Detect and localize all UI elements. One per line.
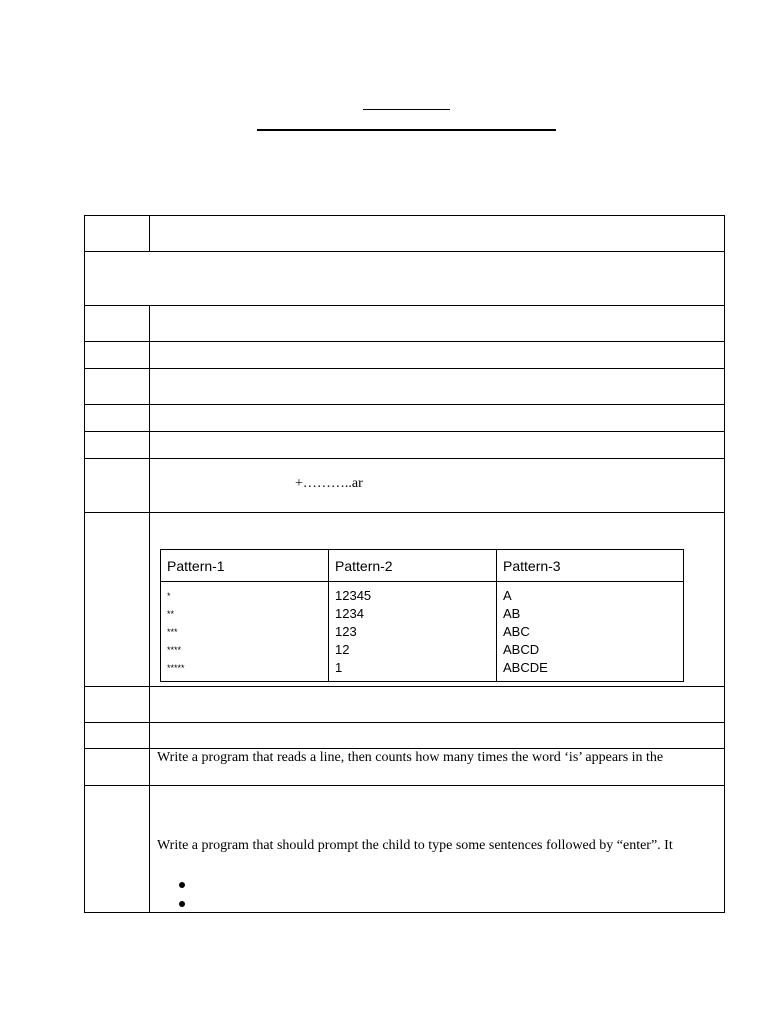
pattern-line: ABC — [503, 624, 530, 639]
pattern-line: 123 — [335, 624, 357, 639]
pattern-line: * — [167, 591, 171, 601]
formula-fragment: +………..ar — [295, 476, 363, 491]
pattern-line: *** — [167, 627, 178, 637]
row-divider — [85, 251, 724, 252]
pattern-line: ABCDE — [503, 660, 548, 675]
column-divider — [149, 305, 150, 912]
row-divider — [85, 512, 724, 513]
title-underline-short — [363, 109, 450, 110]
pattern-1-cell — [161, 582, 329, 682]
pattern-line: **** — [167, 645, 182, 655]
pattern-table — [160, 549, 684, 682]
pattern-line: A — [503, 588, 512, 603]
assignment-table — [84, 215, 725, 913]
row-divider — [85, 305, 724, 306]
pattern-1-header: Pattern-1 — [161, 550, 329, 582]
row-divider — [85, 404, 724, 405]
pattern-line: 12345 — [335, 588, 372, 603]
title-underline-long — [257, 129, 556, 131]
question-is-count: Write a program that reads a line, then counts how many times the word ‘is’ appears in the — [157, 750, 664, 765]
bullet-item — [177, 896, 187, 915]
pattern-line: 1234 — [335, 606, 364, 621]
row-divider — [85, 686, 724, 687]
row-divider — [85, 431, 724, 432]
pattern-line: ** — [167, 609, 175, 619]
pattern-2-header: Pattern-2 — [329, 550, 497, 582]
pattern-line: 12 — [335, 642, 350, 657]
bullet-list — [177, 877, 187, 915]
pattern-line: ***** — [167, 663, 185, 673]
row-divider — [85, 458, 724, 459]
pattern-3-header: Pattern-3 — [497, 550, 684, 582]
row-divider — [85, 368, 724, 369]
question-child-sentences: Write a program that should prompt the child to type some sentences followed by “enter”. It — [157, 838, 673, 853]
row-divider — [85, 341, 724, 342]
row-divider — [85, 748, 724, 749]
pattern-3-cell — [497, 582, 684, 682]
pattern-line: 1 — [335, 660, 343, 675]
pattern-line: ABCD — [503, 642, 540, 657]
row-divider — [85, 785, 724, 786]
pattern-line: AB — [503, 606, 521, 621]
pattern-2-cell — [329, 582, 497, 682]
column-divider — [149, 216, 150, 251]
bullet-item — [177, 877, 187, 896]
row-divider — [85, 722, 724, 723]
